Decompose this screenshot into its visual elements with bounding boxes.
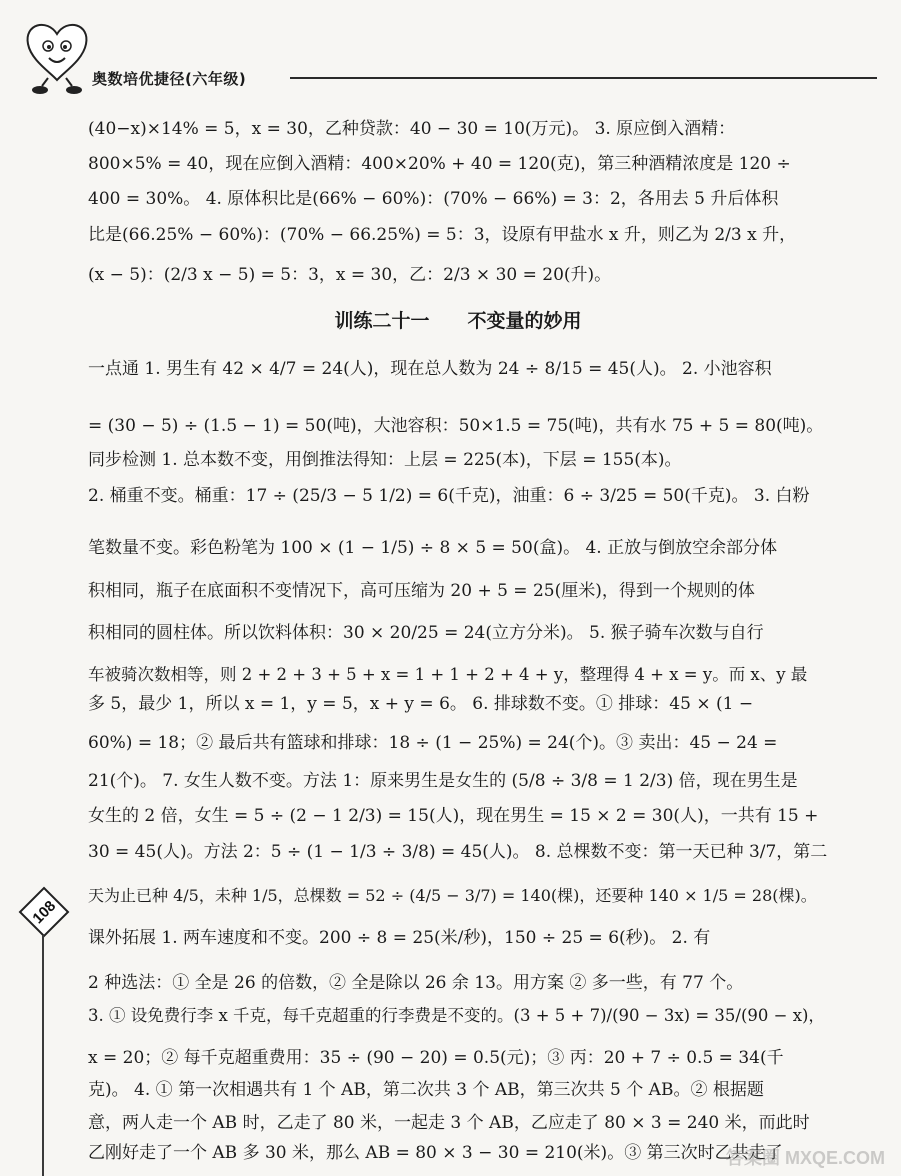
watermark-logo xyxy=(720,1104,890,1174)
text-line: 21(个)。 7. 女生人数不变。方法 1：原来男生是女生的 (5/8 ÷ 3/8 = 1 2/3) 倍，现在男生是 xyxy=(88,771,798,791)
text-line: 课外拓展 1. 两车速度和不变。200 ÷ 8 = 25(米/秒)，150 ÷ 25 = 6(秒)。 2. 有 xyxy=(88,928,711,948)
watermark-text: 答案圈 MXQE.COM xyxy=(725,1148,885,1168)
text-line: 2. 桶重不变。桶重：17 ÷ (25/3 − 5 1/2) = 6(千克)，油重：6 ÷ 3/25 = 50(千克)。 3. 白粉 xyxy=(88,486,810,506)
text-line: 400 = 30%。 4. 原体积比是(66% − 60%)：(70% − 66%) = 3：2，各用去 5 升后体积 xyxy=(88,189,779,209)
text-line: 多 5，最少 1，所以 x = 1，y = 5，x + y = 6。 6. 排球数不变。① 排球：45 × (1 − xyxy=(88,694,754,714)
text-line: 积相同，瓶子在底面积不变情况下，高可压缩为 20 + 5 = 25(厘米)，得到一个规则的体 xyxy=(88,581,755,601)
text-line: x = 20；② 每千克超重费用：35 ÷ (90 − 20) = 0.5(元)；③ 丙：20 + 7 ÷ 0.5 = 34(千 xyxy=(88,1048,784,1068)
header-rule xyxy=(290,77,877,79)
text-line: (40−x)×14% = 5，x = 30，乙种贷款：40 − 30 = 10(万元)。 3. 原应倒入酒精： xyxy=(88,119,736,139)
text-line: 30 = 45(人)。方法 2：5 ÷ (1 − 1/3 ÷ 3/8) = 45(人)。 8. 总棵数不变：第一天已种 3/7，第二 xyxy=(88,842,828,862)
text-line: (x − 5)：(2/3 x − 5) = 5：3，x = 30，乙：2/3 × 30 = 20(升)。 xyxy=(88,265,612,285)
text-line: 女生的 2 倍，女生 = 5 ÷ (2 − 1 2/3) = 15(人)，现在男生 = 15 × 2 = 30(人)，一共有 15 + xyxy=(88,806,819,826)
text-line: 比是(66.25% − 60%)：(70% − 66.25%) = 5：3，设原有甲盐水 x 升，则乙为 2/3 x 升， xyxy=(88,225,797,245)
text-line: 800×5% = 40，现在应倒入酒精：400×20% + 40 = 120(克)，第三种酒精浓度是 120 ÷ xyxy=(88,154,791,174)
page-number: 108 xyxy=(29,897,60,928)
text-line: 克)。 4. ① 第一次相遇共有 1 个 AB，第二次共 3 个 AB，第三次共 5 个 AB。② 根据题 xyxy=(88,1080,764,1100)
text-line: 乙刚好走了一个 AB 多 30 米，那么 AB = 80 × 3 − 30 = 210(米)。③ 第三次时乙共走了 xyxy=(88,1143,783,1163)
book-title: 奥数培优捷径(六年级) xyxy=(92,70,247,88)
text-line: 天为止已种 4/5，未种 1/5，总棵数 = 52 ÷ (4/5 − 3/7) = 140(棵)，还要种 140 × 1/5 = 28(棵)。 xyxy=(88,886,817,905)
page-number-badge xyxy=(18,886,70,938)
side-rule xyxy=(42,935,44,1176)
mascot-illustration xyxy=(22,20,92,102)
text-line: 车被骑次数相等，则 2 + 2 + 3 + 5 + x = 1 + 1 + 2 + 4 + y，整理得 4 + x = y。而 x、y 最 xyxy=(88,665,808,684)
text-line: 3. ① 设免费行李 x 千克，每千克超重的行李费是不变的。(3 + 5 + 7)/(90 − 3x) = 35/(90 − x)， xyxy=(88,1006,825,1025)
section-title: 训练二十一 不变量的妙用 xyxy=(334,310,582,332)
text-line: = (30 − 5) ÷ (1.5 − 1) = 50(吨)，大池容积：50×1.5 = 75(吨)，共有水 75 + 5 = 80(吨)。 xyxy=(88,416,824,436)
text-line: 意，两人走一个 AB 时，乙走了 80 米，一起走 3 个 AB，乙应走了 80 × 3 = 240 米，而此时 xyxy=(88,1113,810,1133)
text-line: 积相同的圆柱体。所以饮料体积：30 × 20/25 = 24(立方分米)。 5. 猴子骑车次数与自行 xyxy=(88,623,764,643)
page-header xyxy=(92,68,877,90)
text-line: 2 种选法：① 全是 26 的倍数，② 全是除以 26 余 13。用方案 ② 多一些，有 77 个。 xyxy=(88,973,744,993)
text-line: 一点通 1. 男生有 42 × 4/7 = 24(人)，现在总人数为 24 ÷ 8/15 = 45(人)。 2. 小池容积 xyxy=(88,359,772,379)
text-line: 同步检测 1. 总本数不变，用倒推法得知：上层 = 225(本)，下层 = 155(本)。 xyxy=(88,450,682,470)
text-line: 60%) = 18；② 最后共有篮球和排球：18 ÷ (1 − 25%) = 24(个)。③ 卖出：45 − 24 = xyxy=(88,733,778,753)
text-line: 笔数量不变。彩色粉笔为 100 × (1 − 1/5) ÷ 8 × 5 = 50(盒)。 4. 正放与倒放空余部分体 xyxy=(88,538,778,558)
